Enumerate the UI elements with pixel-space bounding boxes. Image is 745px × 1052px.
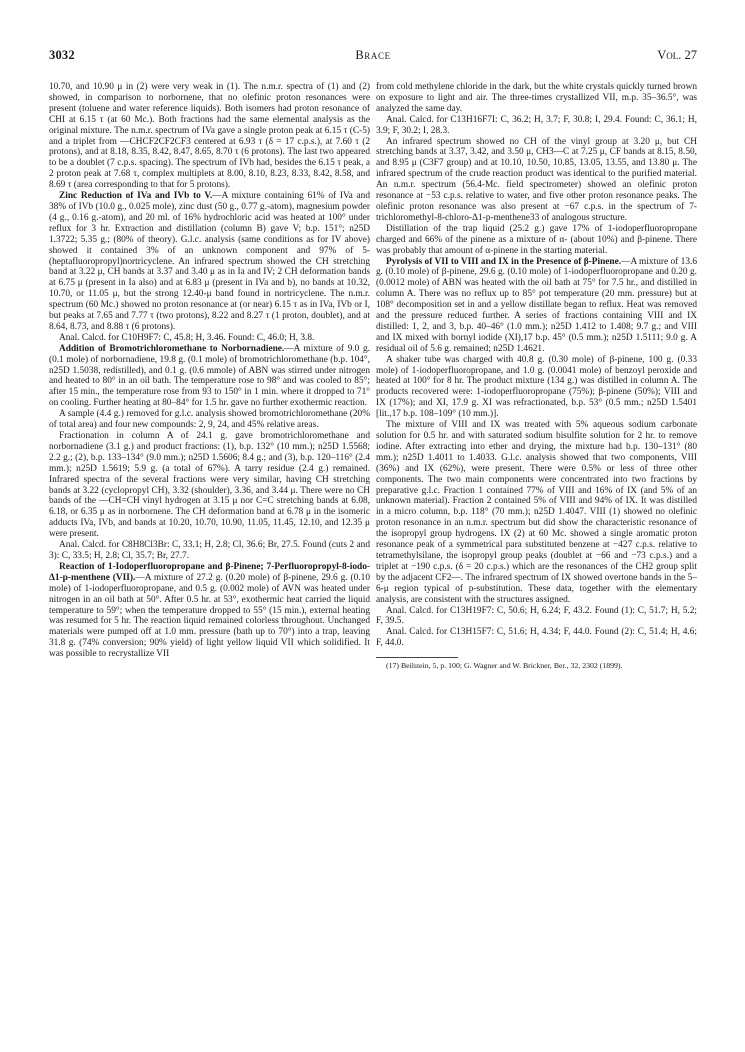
paragraph-text: —A mixture of 13.6 g. (0.10 mole) of β-pinene, 29.6 g. (0.10 mole) of 1-iodoperfluoropropane and 0.20 g. (0.0012 mole) of ABN was heated with the oil bath at 75° for 7.5 hr., and distilled in column A. There was no reflux up to 85° pot temperature (20 mm. pressure) but at 108° decomposition set in and a yellow distillate began to reflux. Heat was removed and the pressure reduced further. A series of fractions containing VIII and IX distilled: 1, 2, and 3, b.p. 40–46° (1.0 mm.); n25D 1.412 to 1.408; 9.7 g.; and VIII and IX mixed with bornyl iodide (XI),17 b.p. 45° (0.5 mm.); n25D 1.5111; 9.0 g. A residual oil of 5.6 g. remained; n25D 1.4621.: [376, 256, 697, 354]
paragraph-text: Distillation of the trap liquid (25.2 g.) gave 17% of 1-iodoperfluoropropane charged and 66% of the pinene as a mixture of α- (about 10%) and β-pinene. There was probably that amount of α-pinene in the starting material.: [376, 223, 697, 256]
paragraph: [376, 355, 697, 420]
paragraph: [49, 191, 370, 333]
paragraph: [49, 82, 370, 191]
paragraph: [376, 224, 697, 257]
paragraph-text: Anal. Calcd. for C13H15F7: C, 51.6; H, 4.34; F, 44.0. Found (2): C, 51.4; H, 4.6; F, 44.0.: [376, 627, 697, 649]
left-column: [49, 82, 370, 660]
paragraph: [49, 333, 370, 344]
paragraph: [49, 431, 370, 540]
paragraph-text: from cold methylene chloride in the dark, but the white crystals quickly turned brown on exposure to light and air. The three-times crystallized VII, m.p. 35–36.5°, was analyzed the same day.: [376, 82, 697, 114]
paragraph: [376, 115, 697, 137]
paragraph-text: Anal. Calcd. for C13H16F7I: C, 36.2; H, 3.7; F, 30.8; I, 29.4. Found: C, 36.1; H, 3.9; F, 30.2; I, 28.3.: [376, 114, 697, 136]
volume-label: Vol. 27: [657, 48, 697, 62]
section-heading: Pyrolysis of VII to VIII and IX in the Presence of β-Pinene.: [386, 256, 622, 267]
paragraph-text: Anal. Calcd. for C13H19F7: C, 50.6; H, 6.24; F, 43.2. Found (1): C, 51.7; H, 5.2; F, 39.5.: [376, 605, 697, 627]
paragraph-text: 10.70, and 10.90 μ in (2) were very weak in (1). The n.m.r. spectra of (1) and (2) showed, in comparison to norbornene, that no olefinic proton resonances were present (toluene and water reference liquids). Both isomers had proton resonance of CHI at 6.15 τ (at 60 Mc.). Both fractions had the same elemental analysis as the original mixture. The n.m.r. spectrum of IVa gave a single proton peak at 6.15 τ (C-5) and a triplet from —CHCF2CF2CF3 centered at 6.93 τ (δ = 17 c.p.s.), at 7.60 τ (2 protons), and at 8.18, 8.35, 8.42, 8.47, 8.65, 8.70 τ (6 protons). The last two appeared to be a doublet (7 c.p.s. spacing). The spectrum of IVb had, besides the 6.15 τ peak, a 2 proton peak at 7.68 τ, complex multiplets at 8.00, 8.10, 8.23, 8.33, 8.42, 8.58, and 8.69 τ (area corresponding to that for 5 protons).: [49, 82, 370, 191]
paragraph: [49, 540, 370, 562]
paragraph: [376, 627, 697, 649]
running-title: Brace: [355, 48, 391, 62]
paragraph-text: Anal. Calcd. for C8H8Cl3Br: C, 33.1; H, 2.8; Cl, 36.6; Br, 27.5. Found (cuts 2 and 3): C, 33.5; H, 2.8; Cl, 35.7; Br, 27.7.: [49, 540, 370, 561]
paragraph-text: The mixture of VIII and IX was treated with 5% aqueous sodium carbonate solution for 0.5 hr. and with saturated sodium bisulfite solution for 2 hr. to remove iodine. After extracting into ether and drying, the mixture had b.p. 130–131° (80 mm.); n25D 1.4011 to 1.4033. G.l.c. analysis showed that two components, VIII (36%) and IX (62%), were present. There were 0.5% or less of three other components. The two main components were concentrated into two fractions by preparative g.l.c. Fraction 1 contained 77% of VIII and 16% of IX (and 5% of an unknown material). Fraction 2 contained 5% of VIII and 94% of IX. It was distilled in a micro column, b.p. 118° (70 mm.); n25D 1.4047. VIII (1) showed no olefinic proton resonance in an n.m.r. spectrum but did show the characteristic resonance of the isopropyl group hydrogens. IX (2) at 60 Mc. showed a single aromatic proton resonance peak of a symmetrical para substituted benzene at −427 c.p.s. relative to tetramethylsilane, the isopropyl group peaks (doublet at −66 and −73 c.p.s.) and a triplet at −190 c.p.s. (δ = 20 c.p.s.) which are the resonances of the CH2 group split by the adjacent CF2—. The infrared spectrum of IX showed overtone bands in the 5–6-μ region typical of p-substitution. These data, together with the elementary analysis, are consistent with the structures assigned.: [376, 420, 697, 605]
paragraph: [376, 257, 697, 355]
page-number: 3032: [49, 48, 75, 62]
footnote: (17) Beilstein, 5, p. 100; G. Wagner and W. Brickner, Ber., 32, 2302 (1899).: [386, 661, 623, 671]
paragraph-text: —A mixture of 9.0 g. (0.1 mole) of norbornadiene, 19.8 g. (0.1 mole) of bromotrichloromethane (b.p. 104°, n25D 1.5038, redistilled), and 0.1 g. (0.6 mmole) of ABN was stirred under nitrogen and heated to 80° in an oil bath. The temperature rose to 98° and was cooled to 85°; after 15 min., the temperature rose from 93 to 150° in 1 min. where it dropped to 71° on cooling. Further heating at 80–84° for 1.5 hr. gave no further exothermic reaction.: [49, 343, 370, 409]
running-header: [49, 48, 697, 64]
paragraph-text: —A mixture containing 61% of IVa and 38% of IVb (10.0 g., 0.025 mole), zinc dust (50 g., 0.77 g.-atom), magnesium powder (4 g., 0.16 g.-atom), and 20 ml. of 16% hydrochloric acid was heated at 100° under reflux for 3 hr. Extraction and distillation (column B) gave V; b.p. 151°; n25D 1.3722; 5.35 g.; (80% of theory). G.l.c. analysis (same conditions as for IV above) showed it contained 3% of an unknown component and 97% of 5-(heptafluoropropyl)nortricyclene. An infrared spectrum showed the CH stretching band at 3.22 μ, CH bands at 3.37 and 3.40 μ as in Ia and IV; 2 CH deformation bands at 6.75 μ (present in Ia also) and at 6.83 μ (present in IVa and b), no bands at 10.32, 10.70, or 11.05 μ, but the strong 12.40-μ band found in nortricyclene. The n.m.r. spectrum (60 Mc.) showed no proton resonance at (or near) 6.15 τ as in IVa, IVb or I, but peaks at 7.65 and 7.77 τ (two protons), 8.22 and 8.27 τ (1 proton, doublet), and at 8.64, 8.73, and 8.88 τ (6 protons).: [49, 191, 370, 332]
paragraph: [49, 409, 370, 431]
section-heading: Reaction of 1-Iodoperfluoropropane and β-Pinene; 7-Perfluoropropyl-8-iodo-Δ1-p-menthene (VII).: [49, 561, 370, 583]
paragraph: [49, 562, 370, 660]
paragraph-text: Fractionation in column A of 24.1 g. gave bromotrichloromethane and norbornadiene (3.1 g.) and product fractions: (1), b.p. 132° (10 mm.); n25D 1.5568; 2.2 g.; (2), b.p. 133–134° (9.0 mm.); n25D 1.5606; 8.4 g.; and (3), b.p. 120–116° (2.4 mm.); n25D 1.5619; 5.9 g. (a total of 67%). A tarry residue (2.4 g.) remained. Infrared spectra of the several fractions were very similar, having CH stretching bands at 3.22 (cyclopropyl CH), 3.32 (shoulder), 3.36, and 3.44 μ. There were no CH bands of the —CH=CH vinyl hydrogen at 3.15 μ nor C=C stretching bands at 6.08, 6.18, or 6.35 μ as in norbornene. The CH deformation band at 6.78 μ in the isomeric adducts IVa, IVb, and bands at 10.20, 10.70, 10.90, 11.05, 11.45, 12.10, and 12.35 μ were present.: [49, 431, 370, 540]
section-heading: Zinc Reduction of IVa and IVb to V.: [59, 191, 213, 202]
footnote-rule: [376, 657, 458, 658]
section-heading: Addition of Bromotrichloromethane to Norbornadiene.: [59, 343, 285, 354]
paragraph-text: Anal. Calcd. for C10H9F7: C, 45.8; H, 3.46. Found: C, 46.0; H, 3.8.: [59, 332, 315, 343]
paragraph: [376, 606, 697, 628]
paragraph: [376, 420, 697, 605]
paragraph-text: —A mixture of 27.2 g. (0.20 mole) of β-pinene, 29.6 g. (0.10 mole) of 1-iodoperfluoropropane, and 0.5 g. (0.002 mole) of AVN was heated under nitrogen in an oil bath at 50°. After 0.5 hr. at 53°, exothermic heat carried the liquid temperature to 59°; when the temperature dropped to 55° (15 min.), external heating was resumed for 5 hr. The reaction liquid remained colorless throughout. Unchanged materials were pumped off at 1.0 mm. pressure (bath up to 70°) into a trap, leaving 31.8 g. (74% conversion; 90% yield) of light yellow liquid VII which solidified. It was possible to recrystallize VII: [49, 572, 370, 660]
paragraph-text: A sample (4.4 g.) removed for g.l.c. analysis showed bromotrichloromethane (20% of total area) and four new compounds: 2, 9, 24, and 45% relative areas.: [49, 409, 370, 431]
paragraph-text: An infrared spectrum showed no CH of the vinyl group at 3.20 μ, but CH stretching bands at 3.37, 3.42, and 3.50 μ, CH3—C at 7.25 μ, CF bands at 8.15, 8.50, and 8.95 μ (C3F7 group) and at 10.10, 10.50, 10.85, 13.05, 13.55, and 13.80 μ. The infrared spectrum of the crude reaction product was identical to the purified material. An n.m.r. spectrum (56.4-Mc. field spectrometer) showed an olefinic proton resonance at −53 c.p.s. relative to water, and five other proton resonance peaks. The olefinic proton resonance was also present at −67 c.p.s. in the spectrum of 7-trichloromethyl-8-chloro-Δ1-p-menthene33 of analogous structure.: [376, 136, 697, 223]
paragraph: [376, 137, 697, 224]
paragraph-text: A shaker tube was charged with 40.8 g. (0.30 mole) of β-pinene, 100 g. (0.33 mole) of 1-iodoperfluoropropane, and 1.0 g. (0.0041 mole) of benzoyl peroxide and heated at 100° for 8 hr. The product mixture (134 g.) was distilled in column A. The products recovered were: 1-iodoperfluoropropane (75%); β-pinene (50%); VIII and IX (17%); and XI, 17.9 g. XI was refractionated, b.p. 53° (0.5 mm.; n25D 1.5401 [lit.,17 b.p. 108–109° (10 mm.)].: [376, 354, 697, 420]
paragraph: [49, 344, 370, 409]
paragraph: [376, 82, 697, 115]
right-column: [376, 82, 697, 670]
